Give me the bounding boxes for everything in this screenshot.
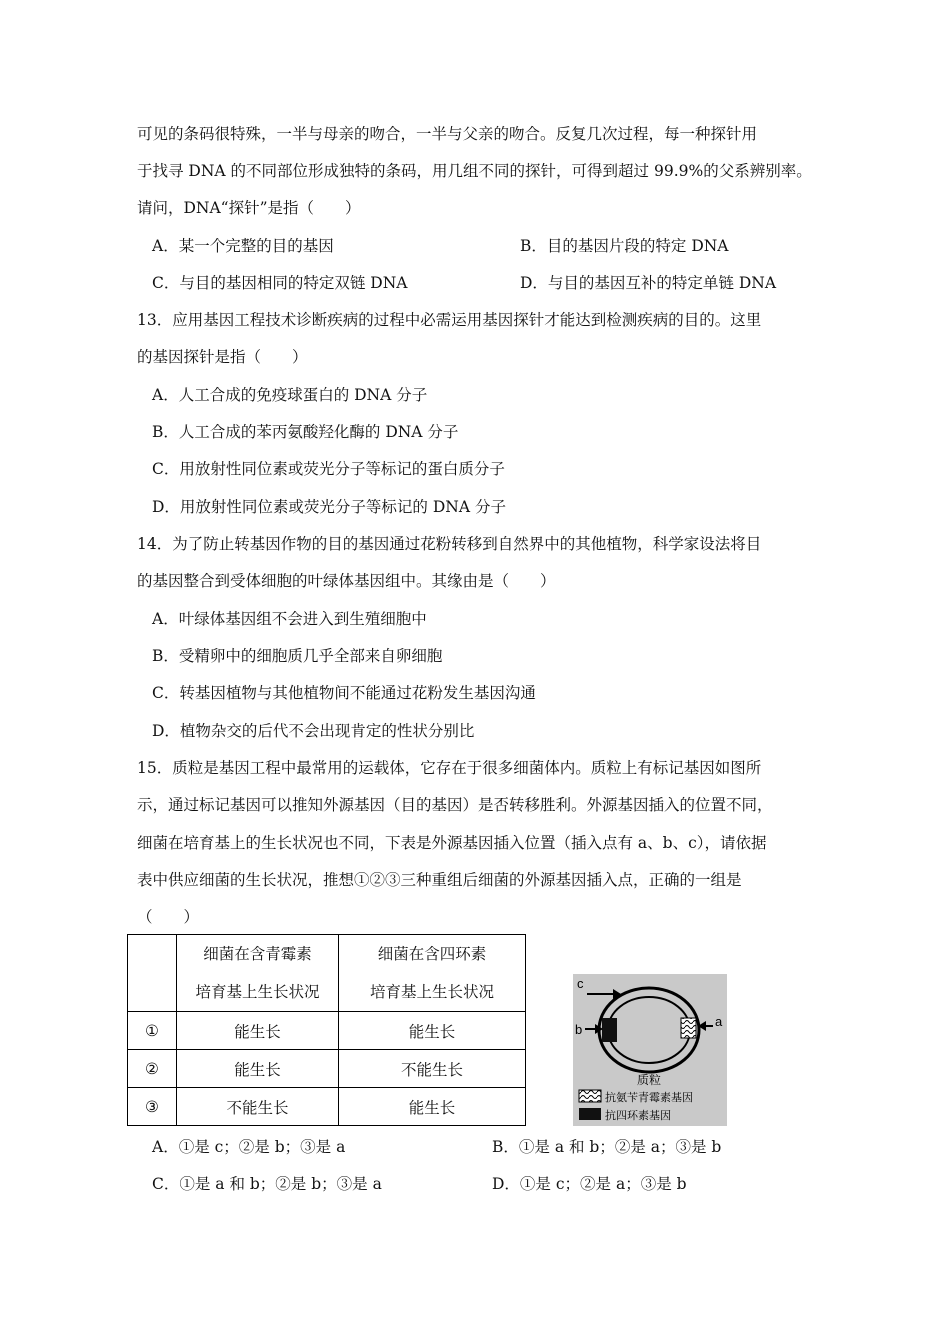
header-penicillin-line-2: 培育基上生长状况 xyxy=(195,983,320,1001)
q13-text-line-1: 13．应用基因工程技术诊断疾病的过程中必需运用基因探针才能达到检测疾病的目的。这里 xyxy=(137,311,762,329)
table-header-tetracycline xyxy=(339,935,526,1012)
q15-option-d: D．①是 c；②是 a；③是 b xyxy=(492,1175,687,1193)
label-a: a xyxy=(715,1014,723,1029)
table-corner-cell xyxy=(128,935,177,1012)
row-penicillin: 能生长 xyxy=(177,1012,339,1050)
row-id: ① xyxy=(128,1012,177,1050)
plasmid-diagram xyxy=(573,974,727,1126)
q13-text-line-2: 的基因探针是指（ ） xyxy=(137,348,308,366)
q14-text-line-2: 的基因整合到受体细胞的叶绿体基因组中。其缘由是（ ） xyxy=(137,572,556,590)
table-row xyxy=(128,1012,526,1050)
ampicillin-gene-block xyxy=(681,1018,696,1038)
row-tetracycline: 不能生长 xyxy=(339,1050,526,1088)
q14-text-line-1: 14．为了防止转基因作物的目的基因通过花粉转移到自然界中的其他植物，科学家设法将目 xyxy=(137,535,762,553)
plasmid-inner-ring xyxy=(608,997,690,1063)
row-tetracycline: 能生长 xyxy=(339,1088,526,1126)
q13-option-b: B．人工合成的苯丙氨酸羟化酶的 DNA 分子 xyxy=(152,423,459,441)
header-penicillin-line-1: 细菌在含青霉素 xyxy=(203,945,312,963)
row-tetracycline: 能生长 xyxy=(339,1012,526,1050)
legend-ampicillin-label: 抗氨苄青霉素基因 xyxy=(605,1091,693,1104)
q14-option-c: C．转基因植物与其他植物间不能通过花粉发生基因沟通 xyxy=(152,684,536,702)
q13-option-c: C．用放射性同位素或荧光分子等标记的蛋白质分子 xyxy=(152,460,505,478)
q15-text-line-4: 表中供应细菌的生长状况，推想①②③三种重组后细菌的外源基因插入点，正确的一组是 xyxy=(137,871,742,889)
q15-option-b: B．①是 a 和 b；②是 a；③是 b xyxy=(492,1138,722,1156)
q15-text-line-5: （ ） xyxy=(137,908,200,926)
q14-option-a: A．叶绿体基因组不会进入到生殖细胞中 xyxy=(152,610,427,628)
q14-option-d: D．植物杂交的后代不会出现肯定的性状分别比 xyxy=(152,722,475,740)
header-tetracycline-line-2: 培育基上生长状况 xyxy=(369,983,494,1001)
plasmid-caption: 质粒 xyxy=(637,1073,662,1087)
legend-tetracycline-swatch xyxy=(579,1108,601,1120)
plasmid-figure xyxy=(573,974,727,1126)
label-c: c xyxy=(577,976,584,991)
q13-option-a: A．人工合成的免疫球蛋白的 DNA 分子 xyxy=(152,386,428,404)
q15-option-a: A．①是 c；②是 b；③是 a xyxy=(152,1138,346,1156)
row-id: ② xyxy=(128,1050,177,1088)
legend-tetracycline-label: 抗四环素基因 xyxy=(605,1109,671,1122)
row-id: ③ xyxy=(128,1088,177,1126)
q15-text-line-1: 15．质粒是基因工程中最常用的运载体，它存在于很多细菌体内。质粒上有标记基因如图所 xyxy=(137,759,762,777)
header-tetracycline-line-1: 细菌在含四环素 xyxy=(377,945,487,963)
q12-option-a: A．某一个完整的目的基因 xyxy=(152,237,334,255)
legend-ampicillin-swatch xyxy=(579,1090,601,1102)
q15-text-line-2: 示，通过标记基因可以推知外源基因（目的基因）是否转移胜利。外源基因插入的位置不同， xyxy=(137,796,773,814)
q12-option-c: C．与目的基因相同的特定双链 DNA xyxy=(152,274,408,292)
growth-table xyxy=(127,934,526,1126)
tetracycline-gene-block xyxy=(602,1018,617,1042)
q12-text-line-1: 可见的条码很特殊，一半与母亲的吻合，一半与父亲的吻合。反复几次过程，每一种探针用 xyxy=(137,125,758,143)
q15-option-c: C．①是 a 和 b；②是 b；③是 a xyxy=(152,1175,382,1193)
table-row xyxy=(128,1050,526,1088)
q15-text-line-3: 细菌在培育基上的生长状况也不同，下表是外源基因插入位置（插入点有 a、b、c），请依据 xyxy=(137,834,767,852)
table-header-penicillin xyxy=(177,935,339,1012)
table-row xyxy=(128,1088,526,1126)
q12-option-b: B．目的基因片段的特定 DNA xyxy=(520,237,729,255)
row-penicillin: 不能生长 xyxy=(177,1088,339,1126)
label-b: b xyxy=(575,1022,583,1037)
row-penicillin: 能生长 xyxy=(177,1050,339,1088)
q14-option-b: B．受精卵中的细胞质几乎全部来自卵细胞 xyxy=(152,647,443,665)
q13-option-d: D．用放射性同位素或荧光分子等标记的 DNA 分子 xyxy=(152,498,506,516)
q12-text-line-2: 于找寻 DNA 的不同部位形成独特的条码，用几组不同的探针，可得到超过 99.9%的父系辨别率。 xyxy=(137,162,812,180)
q12-option-d: D．与目的基因互补的特定单链 DNA xyxy=(520,274,777,292)
q12-text-line-3: 请问，DNA“探针”是指（ ） xyxy=(137,199,361,217)
